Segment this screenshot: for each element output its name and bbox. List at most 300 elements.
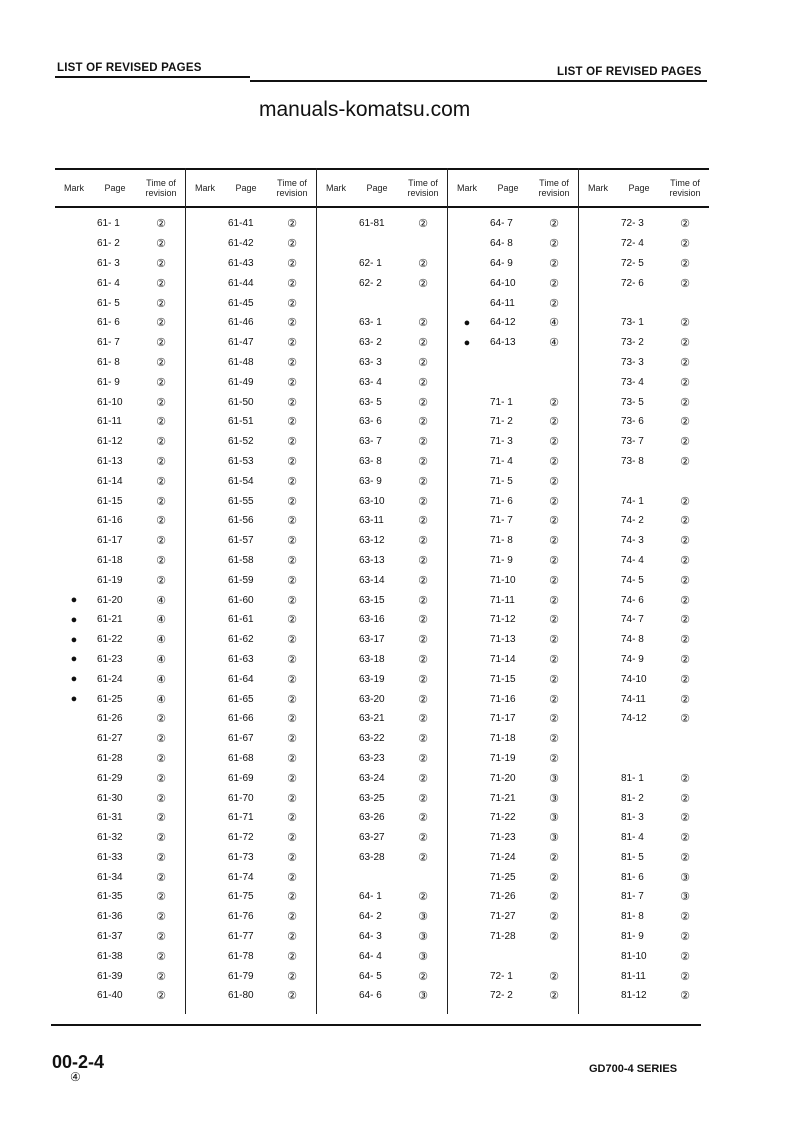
time-of-revision-cell: ② (156, 317, 166, 330)
table-row (55, 412, 185, 432)
table-row (55, 432, 185, 452)
time-of-revision-cell: ② (287, 257, 297, 270)
time-of-revision-cell: ② (287, 238, 297, 251)
time-of-revision-cell: ② (287, 337, 297, 350)
time-of-revision-cell: ② (418, 317, 428, 330)
table-row (186, 511, 316, 531)
table-row (55, 353, 185, 373)
time-of-revision-cell: ③ (680, 891, 690, 904)
time-of-revision-cell: ② (287, 772, 297, 785)
header-page: Page (366, 183, 388, 193)
page-cell: 61-32 (97, 832, 123, 844)
header-time-of-revision: Time of revision (145, 178, 177, 198)
table-row (55, 551, 185, 571)
time-of-revision-cell: ② (680, 792, 690, 805)
table-row (317, 966, 447, 986)
page-cell: 61-55 (228, 495, 254, 507)
table-row (186, 808, 316, 828)
time-of-revision-cell: ② (680, 554, 690, 567)
time-of-revision-cell: ② (156, 515, 166, 528)
time-of-revision-cell: ② (418, 218, 428, 231)
time-of-revision-cell: ② (680, 376, 690, 389)
table-row (579, 966, 709, 986)
page-cell: 81-12 (621, 990, 647, 1002)
table-row (317, 214, 447, 234)
time-of-revision-cell: ② (156, 772, 166, 785)
header-page: Page (235, 183, 257, 193)
table-row (186, 570, 316, 590)
table-row (579, 650, 709, 670)
time-of-revision-cell: ② (156, 574, 166, 587)
time-of-revision-cell: ② (680, 653, 690, 666)
time-of-revision-cell: ② (156, 416, 166, 429)
table-row (579, 729, 709, 749)
header-page: Page (497, 183, 519, 193)
revision-mark: ● (70, 673, 78, 686)
page-cell: 63- 4 (359, 376, 382, 388)
revision-mark: ● (70, 633, 78, 646)
time-of-revision-cell: ③ (418, 990, 428, 1003)
page-cell: 61-43 (228, 257, 254, 269)
table-row (579, 214, 709, 234)
page-cell: 64- 8 (490, 238, 513, 250)
time-of-revision-cell: ② (156, 832, 166, 845)
table-row (317, 729, 447, 749)
page-cell: 63-17 (359, 634, 385, 646)
page-cell: 61-11 (97, 416, 122, 428)
time-of-revision-cell: ② (418, 693, 428, 706)
table-row (55, 966, 185, 986)
header-title-left: LIST OF REVISED PAGES (57, 62, 202, 74)
table-row (448, 986, 578, 1006)
time-of-revision-cell: ② (549, 416, 559, 429)
table-row (448, 234, 578, 254)
page-cell: 63-10 (359, 495, 385, 507)
page-cell: 61-61 (228, 614, 254, 626)
table-row (55, 590, 185, 610)
page-cell: 63-27 (359, 832, 385, 844)
page-cell: 74- 8 (621, 634, 644, 646)
time-of-revision-cell: ② (156, 911, 166, 924)
table-row (448, 788, 578, 808)
table-row (55, 313, 185, 333)
table-row (55, 531, 185, 551)
table-row (448, 353, 578, 373)
time-of-revision-cell: ② (418, 436, 428, 449)
page-cell: 63- 8 (359, 455, 382, 467)
table-row (317, 946, 447, 966)
page-cell: 61-31 (97, 812, 123, 824)
table-row (317, 610, 447, 630)
time-of-revision-cell: ② (680, 950, 690, 963)
table-row (448, 590, 578, 610)
table-row (448, 946, 578, 966)
table-row (579, 709, 709, 729)
page-cell: 72- 4 (621, 238, 644, 250)
page-cell: 61-47 (228, 337, 254, 349)
time-of-revision-cell: ② (156, 297, 166, 310)
page-cell: 61-51 (228, 416, 254, 428)
rows (448, 208, 578, 1014)
table-row (448, 531, 578, 551)
time-of-revision-cell: ② (418, 970, 428, 983)
time-of-revision-cell: ③ (549, 832, 559, 845)
page-cell: 71-18 (490, 733, 516, 745)
time-of-revision-cell: ② (287, 396, 297, 409)
table-row (186, 749, 316, 769)
page-cell: 64- 1 (359, 891, 382, 903)
table-row (448, 293, 578, 313)
table-row (55, 610, 185, 630)
table-row (55, 669, 185, 689)
table-row (55, 729, 185, 749)
table-row (579, 452, 709, 472)
table-row (448, 669, 578, 689)
time-of-revision-cell: ② (680, 931, 690, 944)
time-of-revision-cell: ④ (156, 614, 166, 627)
time-of-revision-cell: ② (156, 891, 166, 904)
page-cell: 64- 5 (359, 970, 382, 982)
table-row (317, 511, 447, 531)
table-row (186, 768, 316, 788)
header-rule-right (250, 80, 707, 82)
page-cell: 71-21 (490, 792, 516, 804)
table-row (579, 234, 709, 254)
table-row (579, 610, 709, 630)
page-cell: 64-11 (490, 297, 515, 309)
time-of-revision-cell: ② (156, 990, 166, 1003)
time-of-revision-cell: ② (418, 832, 428, 845)
page-cell: 61-21 (97, 614, 123, 626)
table-row (448, 749, 578, 769)
table-row (579, 333, 709, 353)
page-cell: 61-18 (97, 554, 123, 566)
page-cell: 73- 2 (621, 337, 644, 349)
page-cell: 61-67 (228, 733, 254, 745)
table-row (579, 788, 709, 808)
page-cell: 71-24 (490, 851, 516, 863)
page-cell: 61-54 (228, 475, 254, 487)
time-of-revision-cell: ② (418, 475, 428, 488)
time-of-revision-cell: ② (680, 455, 690, 468)
header-mark: Mark (588, 183, 608, 193)
page-cell: 61- 2 (97, 238, 120, 250)
table-row (186, 531, 316, 551)
page-cell: 81- 3 (621, 812, 644, 824)
time-of-revision-cell: ② (549, 614, 559, 627)
page-cell: 61-25 (97, 693, 123, 705)
page-cell: 61-79 (228, 970, 254, 982)
time-of-revision-cell: ② (287, 673, 297, 686)
table-row (317, 907, 447, 927)
page-cell: 71- 1 (490, 396, 513, 408)
header-time-of-revision: Time of revision (669, 178, 701, 198)
time-of-revision-cell: ② (287, 931, 297, 944)
table-row (186, 907, 316, 927)
table-row (448, 551, 578, 571)
page-cell: 63-25 (359, 792, 385, 804)
page-cell: 74- 2 (621, 515, 644, 527)
page-cell: 61-52 (228, 436, 254, 448)
table-row (186, 788, 316, 808)
page-cell: 71- 9 (490, 554, 513, 566)
table-row (186, 966, 316, 986)
time-of-revision-cell: ② (287, 950, 297, 963)
table-row (317, 768, 447, 788)
page-cell: 61-19 (97, 574, 123, 586)
page-cell: 61-17 (97, 535, 123, 547)
table-row (186, 887, 316, 907)
time-of-revision-cell: ② (418, 634, 428, 647)
time-of-revision-cell: ② (287, 297, 297, 310)
table-row (55, 293, 185, 313)
table-row (317, 828, 447, 848)
page-cell: 71- 3 (490, 436, 513, 448)
table-row (55, 709, 185, 729)
time-of-revision-cell: ② (287, 356, 297, 369)
table-row (579, 630, 709, 650)
page-cell: 61- 3 (97, 257, 120, 269)
table-row (55, 392, 185, 412)
page-cell: 72- 2 (490, 990, 513, 1002)
table-row (448, 570, 578, 590)
time-of-revision-cell: ② (287, 455, 297, 468)
table-row (579, 551, 709, 571)
time-of-revision-cell: ② (156, 950, 166, 963)
time-of-revision-cell: ② (156, 396, 166, 409)
time-of-revision-cell: ② (680, 594, 690, 607)
time-of-revision-cell: ② (287, 970, 297, 983)
time-of-revision-cell: ② (418, 554, 428, 567)
page-cell: 71-16 (490, 693, 516, 705)
time-of-revision-cell: ② (680, 317, 690, 330)
time-of-revision-cell: ② (287, 871, 297, 884)
header-time-of-revision: Time of revision (538, 178, 570, 198)
time-of-revision-cell: ② (287, 832, 297, 845)
time-of-revision-cell: ② (287, 693, 297, 706)
table-row (55, 372, 185, 392)
page-cell: 71-10 (490, 574, 516, 586)
time-of-revision-cell: ② (549, 851, 559, 864)
page-cell: 61-44 (228, 277, 254, 289)
page-cell: 71-12 (490, 614, 516, 626)
time-of-revision-cell: ③ (549, 792, 559, 805)
time-of-revision-cell: ② (549, 277, 559, 290)
time-of-revision-cell: ② (549, 673, 559, 686)
time-of-revision-cell: ② (680, 535, 690, 548)
page-cell: 61-74 (228, 871, 254, 883)
table-row (317, 273, 447, 293)
table-row (579, 907, 709, 927)
time-of-revision-cell: ② (287, 752, 297, 765)
column-header-row (317, 168, 447, 208)
time-of-revision-cell: ② (287, 634, 297, 647)
table-row (448, 511, 578, 531)
table-row (579, 531, 709, 551)
table-row (317, 531, 447, 551)
page-cell: 61-39 (97, 970, 123, 982)
time-of-revision-cell: ② (680, 218, 690, 231)
time-of-revision-cell: ② (418, 792, 428, 805)
rows (186, 208, 316, 1014)
table-row (317, 867, 447, 887)
time-of-revision-cell: ③ (418, 911, 428, 924)
table-row (579, 392, 709, 412)
time-of-revision-cell: ② (549, 535, 559, 548)
time-of-revision-cell: ② (156, 792, 166, 805)
page-cell: 64- 3 (359, 931, 382, 943)
time-of-revision-cell: ② (680, 673, 690, 686)
time-of-revision-cell: ② (287, 436, 297, 449)
page-cell: 73- 5 (621, 396, 644, 408)
time-of-revision-cell: ③ (549, 812, 559, 825)
page-cell: 63-16 (359, 614, 385, 626)
table-row (448, 867, 578, 887)
page-cell: 61-27 (97, 733, 123, 745)
table-row (448, 412, 578, 432)
header-time-of-revision: Time of revision (407, 178, 439, 198)
column-group (316, 168, 447, 1014)
page-cell: 61-62 (228, 634, 254, 646)
page-cell: 64- 4 (359, 950, 382, 962)
time-of-revision-cell: ② (287, 851, 297, 864)
page-cell: 61-13 (97, 455, 123, 467)
page-cell: 61-15 (97, 495, 123, 507)
page-cell: 81- 8 (621, 911, 644, 923)
page-cell: 61-66 (228, 713, 254, 725)
page-cell: 71- 4 (490, 455, 513, 467)
table-row (579, 927, 709, 947)
page-cell: 61-14 (97, 475, 123, 487)
header-page: Page (104, 183, 126, 193)
time-of-revision-cell: ② (680, 515, 690, 528)
time-of-revision-cell: ② (156, 752, 166, 765)
time-of-revision-cell: ② (549, 911, 559, 924)
table-row (55, 570, 185, 590)
time-of-revision-cell: ④ (156, 653, 166, 666)
time-of-revision-cell: ② (287, 475, 297, 488)
time-of-revision-cell: ② (156, 495, 166, 508)
page-revision-mark: ④ (70, 1070, 81, 1084)
page-cell: 61-48 (228, 356, 254, 368)
table-row (448, 709, 578, 729)
page-cell: 61-75 (228, 891, 254, 903)
time-of-revision-cell: ② (418, 653, 428, 666)
time-of-revision-cell: ② (156, 931, 166, 944)
time-of-revision-cell: ② (156, 812, 166, 825)
time-of-revision-cell: ② (156, 554, 166, 567)
table-row (317, 788, 447, 808)
page-cell: 81- 9 (621, 931, 644, 943)
table-row (448, 828, 578, 848)
page-cell: 63- 1 (359, 317, 382, 329)
time-of-revision-cell: ④ (549, 317, 559, 330)
page-cell: 61-65 (228, 693, 254, 705)
page-cell: 61- 8 (97, 356, 120, 368)
time-of-revision-cell: ② (156, 713, 166, 726)
time-of-revision-cell: ② (549, 396, 559, 409)
table-row (579, 768, 709, 788)
table-row (579, 749, 709, 769)
time-of-revision-cell: ② (680, 396, 690, 409)
rows (55, 208, 185, 1014)
time-of-revision-cell: ② (680, 257, 690, 270)
rows (317, 208, 447, 1014)
time-of-revision-cell: ② (287, 812, 297, 825)
page-cell: 64- 6 (359, 990, 382, 1002)
time-of-revision-cell: ② (549, 871, 559, 884)
page-cell: 73- 8 (621, 455, 644, 467)
table-row (317, 372, 447, 392)
page-cell: 61- 7 (97, 337, 120, 349)
page-cell: 73- 6 (621, 416, 644, 428)
header-mark: Mark (64, 183, 84, 193)
table-row (317, 452, 447, 472)
page-cell: 61-78 (228, 950, 254, 962)
page-cell: 61- 9 (97, 376, 120, 388)
table-row (448, 808, 578, 828)
time-of-revision-cell: ② (680, 990, 690, 1003)
page-cell: 61-24 (97, 673, 123, 685)
page-cell: 64-12 (490, 317, 516, 329)
column-header-row (55, 168, 185, 208)
page-cell: 61-49 (228, 376, 254, 388)
page-cell: 74- 1 (621, 495, 644, 507)
page-cell: 71-15 (490, 673, 516, 685)
time-of-revision-cell: ② (418, 733, 428, 746)
page-cell: 81- 1 (621, 772, 644, 784)
time-of-revision-cell: ② (287, 990, 297, 1003)
table-row (186, 610, 316, 630)
page-cell: 64-13 (490, 337, 516, 349)
table-row (55, 848, 185, 868)
time-of-revision-cell: ② (549, 574, 559, 587)
table-row (448, 273, 578, 293)
page-cell: 71-22 (490, 812, 516, 824)
table-row (579, 511, 709, 531)
table-row (317, 887, 447, 907)
table-row (55, 927, 185, 947)
table-row (186, 372, 316, 392)
time-of-revision-cell: ② (287, 713, 297, 726)
time-of-revision-cell: ② (680, 436, 690, 449)
time-of-revision-cell: ④ (156, 693, 166, 706)
page-cell: 61-76 (228, 911, 254, 923)
time-of-revision-cell: ② (680, 614, 690, 627)
revision-mark: ● (463, 336, 471, 349)
table-row (317, 471, 447, 491)
time-of-revision-cell: ② (418, 337, 428, 350)
table-row (186, 669, 316, 689)
table-row (186, 353, 316, 373)
page-cell: 61-59 (228, 574, 254, 586)
table-row (579, 491, 709, 511)
page-cell: 61-58 (228, 554, 254, 566)
time-of-revision-cell: ② (549, 436, 559, 449)
page-cell: 73- 1 (621, 317, 644, 329)
page-cell: 61- 5 (97, 297, 120, 309)
table-row (317, 254, 447, 274)
table-row (55, 768, 185, 788)
time-of-revision-cell: ② (549, 455, 559, 468)
table-row (579, 432, 709, 452)
table-row (186, 432, 316, 452)
page-cell: 61-56 (228, 515, 254, 527)
time-of-revision-cell: ② (680, 832, 690, 845)
page-cell: 61-35 (97, 891, 123, 903)
table-row (448, 471, 578, 491)
header-mark: Mark (195, 183, 215, 193)
